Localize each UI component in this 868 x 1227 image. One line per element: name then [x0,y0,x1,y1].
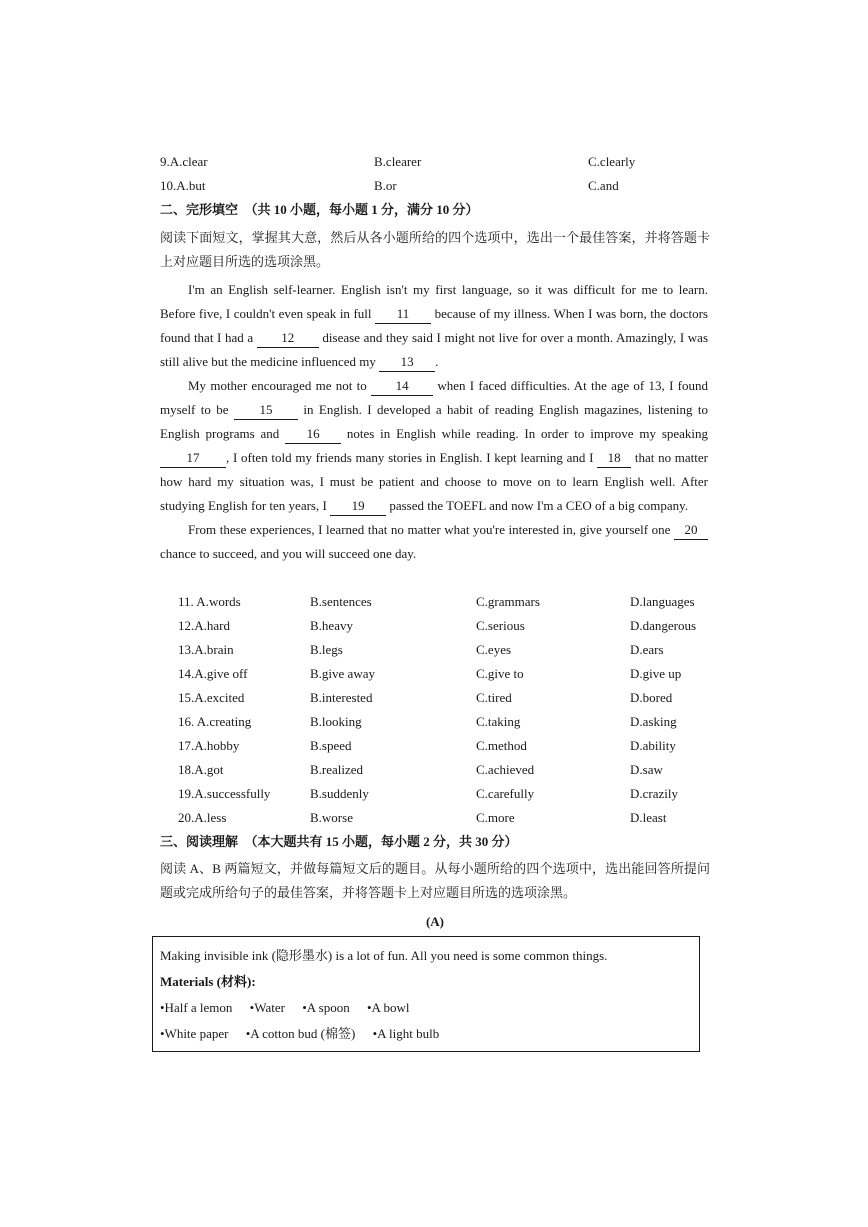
section-2-title: 二、完形填空 （共 10 小题，每小题 1 分，满分 10 分） [160,202,479,217]
material-item: •A cotton bud (棉签) [245,1026,356,1041]
options-row: 12.A.hard B.heavy C.serious D.dangerous [178,618,697,633]
option-10c: C.and [588,178,619,193]
materials-line-1 [160,995,692,1021]
material-item: •White paper [160,1026,229,1041]
passage-paragraph-1: I'm an English self-learner. English isn't my first language, so it was difficult for me to learn. Before five, I couldn't even speak in full 11 because of my illness. When I was born, the doctors found that I had a 12 disease and they said I might not live for over a month. Amazingly, I was still alive but the medicine influenced my 13 . [160,278,708,374]
options-row: 13.A.brain B.legs C.eyes D.ears [178,642,664,657]
materials-label: Materials (材料): [160,974,256,989]
question-9-options [160,152,710,172]
material-item: •Half a lemon [160,1000,233,1015]
blank-15: 15 [234,401,298,420]
options-row: 16. A.creating B.looking C.taking D.asking [178,714,677,729]
options-row: 14.A.give off B.give away C.give to D.give up [178,666,682,681]
section-3-title: 三、阅读理解 （本大题共有 15 小题，每小题 2 分，共 30 分） [160,834,518,849]
option-10a: 10.A.but [160,178,206,193]
material-item: •A bowl [366,1000,410,1015]
passage-paragraph-3: From these experiences, I learned that no matter what you're interested in, give yourself one 20 chance to succeed, and you will succeed one day. [160,518,708,566]
question-10-options [160,176,710,196]
options-row: 17.A.hobby B.speed C.method D.ability [178,738,676,753]
option-9a: 9.A.clear [160,154,208,169]
reading-part-label: (A) [425,914,445,929]
blank-18: 18 [597,449,631,468]
blank-11: 11 [375,305,431,324]
material-item: •Water [249,1000,285,1015]
passage-paragraph-2: My mother encouraged me not to 14 when I faced difficulties. At the age of 13, I found myself to be 15 in English. I developed a habit of reading English magazines, listening to English programs and 16 notes in English while reading. In order to improve my speaking 17 , I often told my friends many stories in English. I kept learning and I 18 that no matter how hard my situation was, I must be patient and choose to move on to learn English well. After studying English for ten years, I 19 passed the TOEFL and now I'm a CEO of a big company. [160,374,708,518]
options-row: 19.A.successfully B.suddenly C.carefully D.crazily [178,786,679,801]
option-9b: B.clearer [374,154,422,169]
material-item: •A light bulb [372,1026,440,1041]
box-intro: Making invisible ink (隐形墨水) is a lot of fun. All you need is some common things. [160,948,608,963]
option-9c: C.clearly [588,154,636,169]
section-3-instructions: 阅读 A、B 两篇短文，并做每篇短文后的题目。从每小题所给的四个选项中，选出能回答所提问题或完成所给句子的最佳答案，并将答题卡上对应题目所选的选项涂黑。 [160,861,710,900]
options-row: 20.A.less B.worse C.more D.least [178,810,667,825]
blank-16: 16 [285,425,341,444]
option-10b: B.or [374,178,397,193]
material-item: •A spoon [302,1000,350,1015]
blank-12: 12 [257,329,319,348]
materials-line-2 [160,1021,692,1047]
options-row: 18.A.got B.realized C.achieved D.saw [178,762,663,777]
section-2-instructions: 阅读下面短文，掌握其大意，然后从各小题所给的四个选项中，选出一个最佳答案，并将答题卡上对应题目所选的选项涂黑。 [160,230,710,269]
blank-17: 17 [160,449,226,468]
reading-a-box [152,936,700,1052]
options-row: 11. A.words B.sentences C.grammars D.languages [178,594,695,609]
blank-20: 20 [674,521,708,540]
options-row: 15.A.excited B.interested C.tired D.bored [178,690,673,705]
blank-14: 14 [371,377,433,396]
blank-19: 19 [330,497,386,516]
cloze-passage [160,278,708,566]
blank-13: 13 [379,353,435,372]
